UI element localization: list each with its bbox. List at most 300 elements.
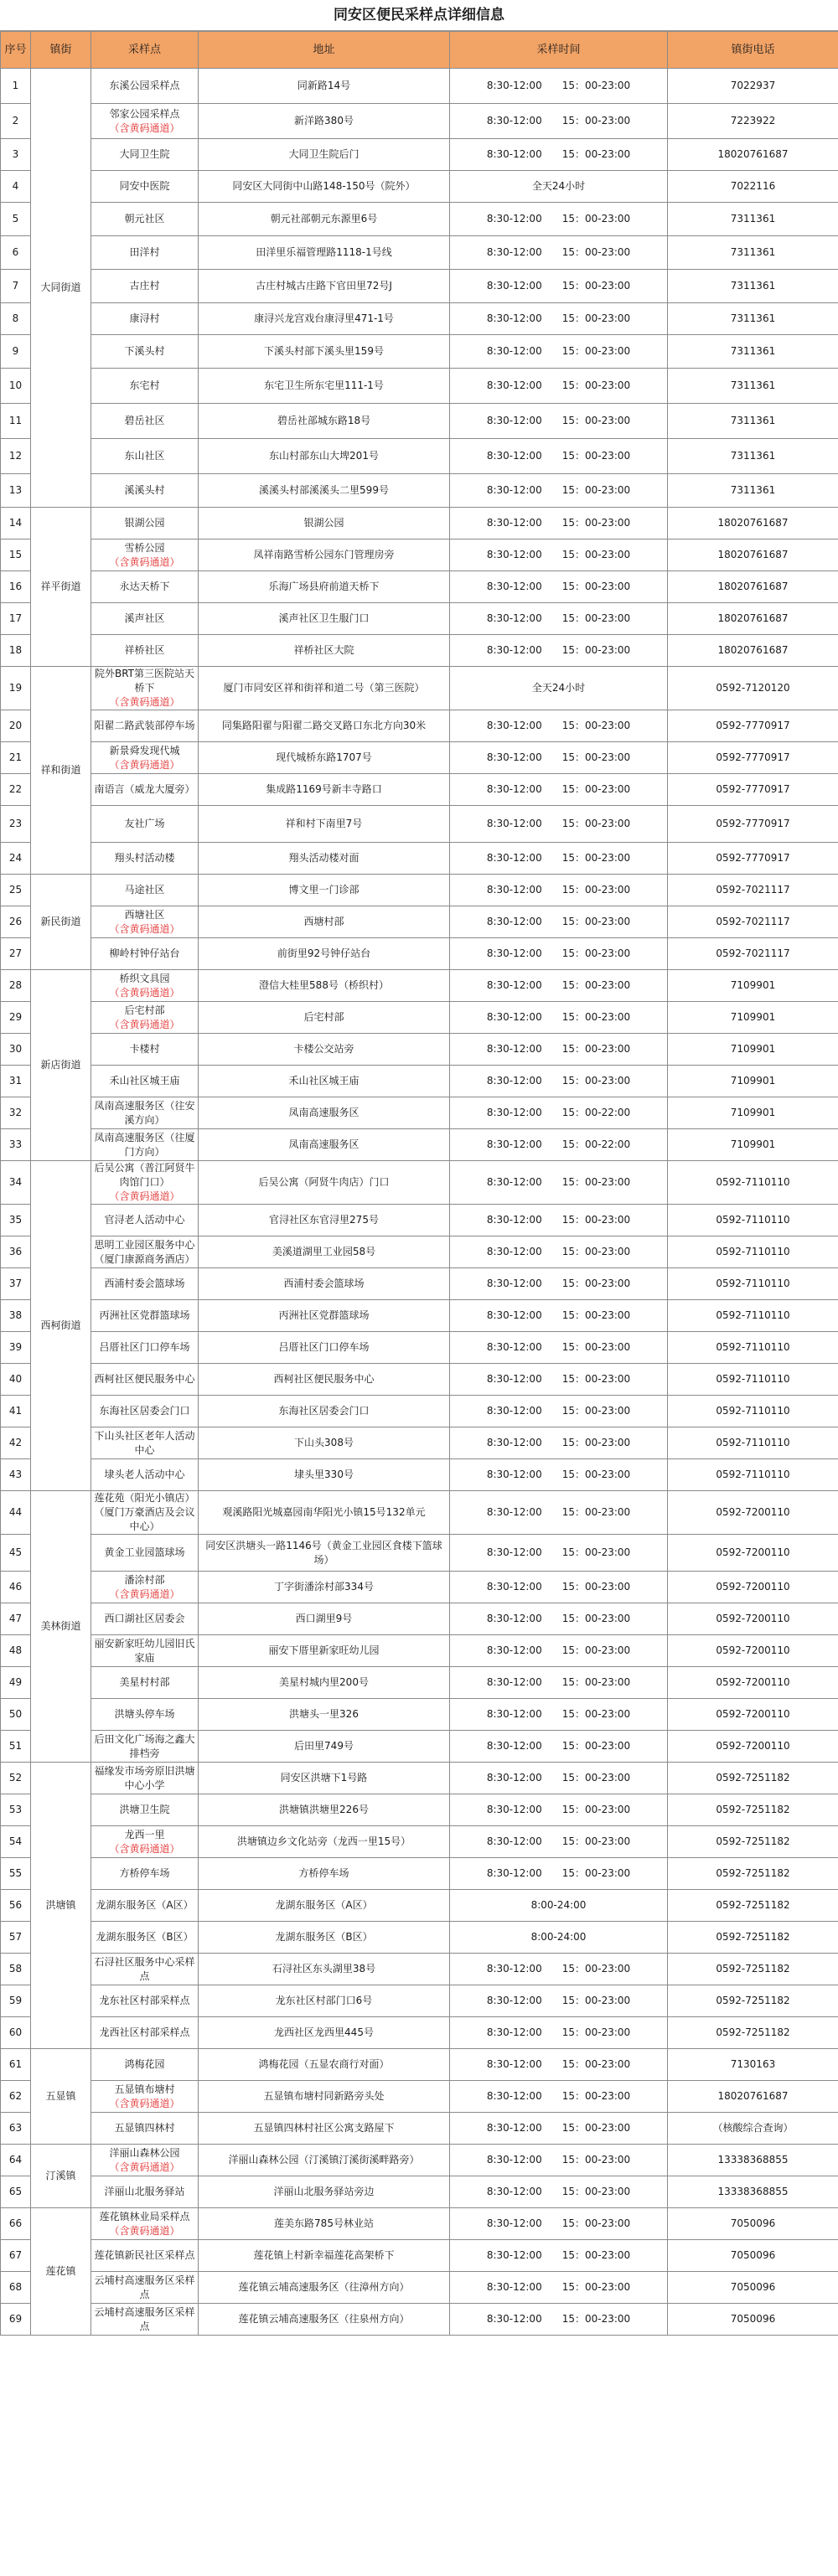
site-address bbox=[199, 742, 450, 774]
sampling-time-text: 8:30-12:00 15：00-23:00 bbox=[486, 1772, 631, 1784]
sampling-time bbox=[450, 1667, 668, 1699]
table-row bbox=[1, 2049, 838, 2081]
sampling-time bbox=[450, 1034, 668, 1066]
site-name-text: 方桥停车场 bbox=[119, 1867, 170, 1879]
site-address-text: 下溪头村部下溪头里159号 bbox=[264, 345, 384, 357]
street-phone-text: 0592-7200110 bbox=[716, 1676, 790, 1688]
street-phone bbox=[668, 508, 838, 539]
street-phone-text: 7311361 bbox=[730, 213, 776, 225]
row-index-text: 46 bbox=[8, 1581, 23, 1593]
sampling-time-text: 8:30-12:00 15：00-23:00 bbox=[486, 2122, 631, 2134]
row-index-text: 69 bbox=[8, 2313, 23, 2325]
site-address bbox=[199, 1890, 450, 1922]
row-index bbox=[1, 938, 31, 970]
sampling-time bbox=[450, 1890, 668, 1922]
site-name-text: 西口湖社区居委会 bbox=[104, 1613, 185, 1624]
row-index-text: 30 bbox=[8, 1043, 23, 1055]
site-address bbox=[199, 1535, 450, 1572]
street-phone-text: 18020761687 bbox=[717, 549, 789, 560]
site-address-text: 洋丽山森林公园（汀溪镇汀溪街溪畔路旁） bbox=[228, 2154, 420, 2166]
site-address-text: 乐海广场县府前道天桥下 bbox=[268, 581, 380, 592]
row-index bbox=[1, 2081, 31, 2113]
sampling-time bbox=[450, 1603, 668, 1635]
site-address-text: 丙洲社区党群篮球场 bbox=[278, 1309, 370, 1321]
site-name bbox=[91, 2145, 199, 2176]
street-phone-text: 0592-7110110 bbox=[716, 1309, 790, 1321]
sampling-time-text: 8:30-12:00 15：00-23:00 bbox=[486, 549, 631, 560]
row-index bbox=[1, 203, 31, 236]
street-phone-text: 7109901 bbox=[730, 1138, 776, 1150]
street-phone bbox=[668, 1635, 838, 1667]
site-name bbox=[91, 1364, 199, 1396]
row-index bbox=[1, 1635, 31, 1667]
row-index bbox=[1, 335, 31, 369]
street-phone bbox=[668, 1034, 838, 1066]
site-name bbox=[91, 2081, 199, 2113]
street-phone-text: 7050096 bbox=[730, 2249, 776, 2261]
site-name-text: 溪溪头村 bbox=[124, 484, 165, 496]
street-phone bbox=[668, 2113, 838, 2145]
yellow-code-note: （含黄码通道） bbox=[109, 922, 180, 935]
street-phone bbox=[668, 2240, 838, 2272]
site-name bbox=[91, 1763, 199, 1794]
site-address-text: 洪塘镇边乡文化站旁（龙西一里15号） bbox=[236, 1835, 411, 1847]
sampling-time bbox=[450, 2145, 668, 2176]
row-index bbox=[1, 774, 31, 806]
site-address-text: 石浔社区东头湖里38号 bbox=[272, 1963, 376, 1975]
yellow-code-note: （含黄码通道） bbox=[109, 555, 180, 568]
street-phone bbox=[668, 539, 838, 571]
site-address bbox=[199, 1699, 450, 1731]
site-name bbox=[91, 1129, 199, 1161]
row-index bbox=[1, 1332, 31, 1364]
table-row bbox=[1, 2272, 838, 2304]
sampling-time-text: 8:30-12:00 15：00-23:00 bbox=[486, 2058, 631, 2070]
row-index-text: 19 bbox=[8, 682, 23, 694]
row-index-text: 32 bbox=[8, 1107, 23, 1118]
table-row bbox=[1, 1763, 838, 1794]
site-name-text: 东山社区 bbox=[124, 450, 165, 462]
site-address-text: 凤南高速服务区 bbox=[288, 1107, 360, 1118]
row-index-text: 25 bbox=[8, 884, 23, 896]
site-name-text: 后宅村部 bbox=[124, 1004, 165, 1016]
site-address-text: 凤祥南路雪桥公园东门管理房旁 bbox=[253, 549, 395, 560]
table-row bbox=[1, 1396, 838, 1427]
row-index bbox=[1, 906, 31, 938]
site-name bbox=[91, 806, 199, 843]
table-row bbox=[1, 1066, 838, 1097]
street-phone bbox=[668, 1205, 838, 1236]
row-index bbox=[1, 806, 31, 843]
site-name bbox=[91, 1794, 199, 1826]
sampling-time-text: 8:30-12:00 15：00-23:00 bbox=[486, 1309, 631, 1321]
street-phone bbox=[668, 236, 838, 270]
site-name-text: 吕厝社区门口停车场 bbox=[99, 1341, 190, 1353]
site-name-text: 五显镇布塘村 bbox=[114, 2083, 175, 2095]
street-phone bbox=[668, 1097, 838, 1129]
row-index bbox=[1, 1826, 31, 1858]
table-row bbox=[1, 1459, 838, 1491]
street-phone bbox=[668, 1985, 838, 2017]
header-street: 镇街 bbox=[31, 32, 91, 69]
site-name-text: 古庄村 bbox=[129, 280, 160, 292]
table-row bbox=[1, 774, 838, 806]
table-row bbox=[1, 439, 838, 474]
site-name-text: 后田文化广场海之鑫大排档旁 bbox=[94, 1732, 195, 1759]
street-phone bbox=[668, 404, 838, 439]
table-header-row bbox=[1, 32, 838, 69]
street-phone bbox=[668, 1396, 838, 1427]
site-name bbox=[91, 539, 199, 571]
sampling-time bbox=[450, 2017, 668, 2049]
row-index-text: 49 bbox=[8, 1676, 23, 1688]
site-address bbox=[199, 439, 450, 474]
site-address bbox=[199, 1002, 450, 1034]
site-address-text: 鸿梅花园（五显农商行对面） bbox=[258, 2058, 390, 2070]
row-index-text: 53 bbox=[8, 1804, 23, 1815]
site-name-text: 东宅村 bbox=[129, 379, 160, 391]
sampling-time-text: 8:30-12:00 15：00-23:00 bbox=[486, 916, 631, 927]
site-address-text: 东海社区居委会门口 bbox=[278, 1405, 370, 1417]
row-index bbox=[1, 369, 31, 404]
site-address bbox=[199, 970, 450, 1002]
sampling-time-text: 8:30-12:00 15：00-23:00 bbox=[486, 1708, 631, 1720]
table-row bbox=[1, 1731, 838, 1763]
row-index-text: 7 bbox=[12, 280, 19, 292]
site-name-text: 鸿梅花园 bbox=[124, 2058, 165, 2070]
table-row bbox=[1, 1699, 838, 1731]
site-address-text: 莲花镇云埔高速服务区（往泉州方向） bbox=[238, 2313, 410, 2325]
row-index bbox=[1, 1034, 31, 1066]
sampling-time-text: 8:30-12:00 15：00-22:00 bbox=[486, 1107, 631, 1118]
site-name bbox=[91, 1332, 199, 1364]
sampling-time-text: 全天24小时 bbox=[531, 682, 586, 694]
row-index bbox=[1, 2017, 31, 2049]
sampling-time-text: 8:30-12:00 15：00-23:00 bbox=[486, 312, 631, 324]
site-name-text: 埭头老人活动中心 bbox=[104, 1469, 185, 1480]
row-index bbox=[1, 104, 31, 139]
sampling-time-text: 8:30-12:00 15：00-23:00 bbox=[486, 1011, 631, 1023]
street-phone bbox=[668, 571, 838, 603]
sampling-time-text: 8:30-12:00 15：00-23:00 bbox=[486, 115, 631, 126]
row-index bbox=[1, 404, 31, 439]
site-address bbox=[199, 938, 450, 970]
site-address bbox=[199, 1236, 450, 1268]
site-address bbox=[199, 2049, 450, 2081]
street-phone-text: 7022937 bbox=[730, 80, 776, 91]
sampling-time bbox=[450, 236, 668, 270]
street-phone bbox=[668, 2304, 838, 2336]
yellow-code-note: （含黄码通道） bbox=[109, 1018, 180, 1030]
row-index-text: 57 bbox=[8, 1931, 23, 1943]
row-index-text: 18 bbox=[8, 644, 23, 656]
site-address-text: 澄信大桂里588号（桥织村） bbox=[259, 979, 389, 991]
street-phone bbox=[668, 1954, 838, 1985]
sampling-time-text: 全天24小时 bbox=[531, 180, 586, 192]
row-index-text: 60 bbox=[8, 2026, 23, 2038]
sampling-time-text: 8:30-12:00 15：00-23:00 bbox=[486, 644, 631, 656]
table-row bbox=[1, 1635, 838, 1667]
site-name-text: 莲花镇新民社区采样点 bbox=[94, 2249, 195, 2261]
sampling-time-text: 8:30-12:00 15：00-23:00 bbox=[486, 1995, 631, 2006]
row-index bbox=[1, 710, 31, 742]
site-name bbox=[91, 1097, 199, 1129]
street-phone bbox=[668, 1535, 838, 1572]
site-name-text: 云埔村高速服务区采样点 bbox=[94, 2305, 195, 2332]
site-name-text: 碧岳社区 bbox=[124, 415, 165, 426]
table-row bbox=[1, 69, 838, 104]
site-address bbox=[199, 1603, 450, 1635]
table-row bbox=[1, 1890, 838, 1922]
table-row bbox=[1, 1129, 838, 1161]
row-index-text: 58 bbox=[8, 1963, 23, 1975]
sampling-time bbox=[450, 69, 668, 104]
row-index-text: 39 bbox=[8, 1341, 23, 1353]
row-index-text: 35 bbox=[8, 1214, 23, 1226]
site-address-text: 后吴公寓（阿贤牛肉店）门口 bbox=[258, 1176, 390, 1188]
street-phone-text: 18020761687 bbox=[717, 517, 789, 529]
yellow-code-note: （含黄码通道） bbox=[109, 2097, 180, 2109]
site-address-text: 莲美东路785号林业站 bbox=[274, 2217, 374, 2229]
table-row bbox=[1, 1002, 838, 1034]
sampling-time bbox=[450, 1731, 668, 1763]
street-phone bbox=[668, 1364, 838, 1396]
sampling-time-text: 8:30-12:00 15：00-23:00 bbox=[486, 517, 631, 529]
sampling-time bbox=[450, 474, 668, 508]
street-phone-text: 0592-7110110 bbox=[716, 1437, 790, 1448]
sampling-time-text: 8:30-12:00 15：00-23:00 bbox=[486, 783, 631, 795]
sampling-time bbox=[450, 1300, 668, 1332]
table-row bbox=[1, 1300, 838, 1332]
sampling-time-text: 8:30-12:00 15：00-23:00 bbox=[486, 1405, 631, 1417]
site-name bbox=[91, 1034, 199, 1066]
table-row bbox=[1, 906, 838, 938]
sampling-time-text: 8:30-12:00 15：00-23:00 bbox=[486, 1437, 631, 1448]
row-index bbox=[1, 539, 31, 571]
street-phone bbox=[668, 875, 838, 906]
sampling-time-text: 8:30-12:00 15：00-23:00 bbox=[486, 1373, 631, 1385]
street-phone bbox=[668, 474, 838, 508]
street-phone bbox=[668, 1603, 838, 1635]
row-index-text: 64 bbox=[8, 2154, 23, 2166]
site-address-text: 观溪路阳光城嘉园南华阳光小镇15号132单元 bbox=[222, 1506, 426, 1518]
site-address-text: 碧岳社部城东路18号 bbox=[277, 415, 371, 426]
site-name bbox=[91, 508, 199, 539]
row-index bbox=[1, 1459, 31, 1491]
street-phone-text: 0592-7200110 bbox=[716, 1506, 790, 1518]
site-address bbox=[199, 875, 450, 906]
row-index-text: 40 bbox=[8, 1373, 23, 1385]
row-index-text: 55 bbox=[8, 1867, 23, 1879]
sampling-time bbox=[450, 539, 668, 571]
row-index bbox=[1, 1002, 31, 1034]
street-phone bbox=[668, 335, 838, 369]
table-row bbox=[1, 1034, 838, 1066]
site-name-text: 大同卫生院 bbox=[119, 148, 170, 160]
sampling-time bbox=[450, 171, 668, 203]
row-index bbox=[1, 139, 31, 171]
site-name-text: 新景舜发现代城 bbox=[109, 744, 180, 756]
header-site: 采样点 bbox=[91, 32, 199, 69]
street-phone bbox=[668, 1491, 838, 1535]
site-name bbox=[91, 1954, 199, 1985]
sampling-time bbox=[450, 1858, 668, 1890]
row-index bbox=[1, 2208, 31, 2240]
sampling-time-text: 8:30-12:00 15：00-23:00 bbox=[486, 1341, 631, 1353]
table-row bbox=[1, 139, 838, 171]
table-row bbox=[1, 404, 838, 439]
row-index-text: 5 bbox=[12, 213, 19, 225]
table-row bbox=[1, 1985, 838, 2017]
site-address-text: 东宅卫生所东宅里111-1号 bbox=[264, 379, 384, 391]
site-address bbox=[199, 203, 450, 236]
row-index bbox=[1, 270, 31, 303]
site-address bbox=[199, 1097, 450, 1129]
sampling-time bbox=[450, 1066, 668, 1097]
table-row bbox=[1, 2017, 838, 2049]
site-address-text: 五显镇四林村社区公寓支路屋下 bbox=[253, 2122, 395, 2134]
site-name-text: 永达天桥下 bbox=[119, 581, 170, 592]
site-address bbox=[199, 571, 450, 603]
site-address bbox=[199, 1205, 450, 1236]
site-address bbox=[199, 1985, 450, 2017]
site-address-text: 大同卫生院后门 bbox=[288, 148, 360, 160]
sampling-time bbox=[450, 1635, 668, 1667]
site-address-text: 洋丽山北服务驿站旁边 bbox=[273, 2186, 375, 2197]
site-address bbox=[199, 1794, 450, 1826]
table-row bbox=[1, 2145, 838, 2176]
sampling-time-text: 8:30-12:00 15：00-23:00 bbox=[486, 1963, 631, 1975]
table-row bbox=[1, 843, 838, 875]
site-name bbox=[91, 1205, 199, 1236]
street-phone bbox=[668, 1572, 838, 1603]
sampling-time-text: 8:30-12:00 15：00-23:00 bbox=[486, 1835, 631, 1847]
row-index-text: 28 bbox=[8, 979, 23, 991]
street-phone bbox=[668, 1427, 838, 1459]
row-index-text: 59 bbox=[8, 1995, 23, 2006]
street-datong: 大同街道 bbox=[31, 69, 91, 508]
row-index bbox=[1, 439, 31, 474]
street-phone bbox=[668, 1002, 838, 1034]
street-lianhua: 莲花镇 bbox=[31, 2208, 91, 2336]
row-index bbox=[1, 1066, 31, 1097]
site-address bbox=[199, 2208, 450, 2240]
site-name bbox=[91, 139, 199, 171]
site-name bbox=[91, 1268, 199, 1300]
site-address-text: 龙西社区龙西里445号 bbox=[274, 2026, 374, 2038]
site-address-text: 田洋里乐福管理路1118-1号线 bbox=[256, 246, 392, 258]
site-name bbox=[91, 404, 199, 439]
site-address-text: 同新路14号 bbox=[297, 80, 351, 91]
table-row bbox=[1, 938, 838, 970]
yellow-code-note: （含黄码通道） bbox=[109, 2224, 180, 2237]
sampling-time-text: 8:30-12:00 15：00-23:00 bbox=[486, 947, 631, 959]
street-phone bbox=[668, 603, 838, 635]
yellow-code-note: （含黄码通道） bbox=[109, 696, 180, 708]
site-address-text: 凤南高速服务区 bbox=[288, 1138, 360, 1150]
sampling-time bbox=[450, 2049, 668, 2081]
site-name-text: 祥桥社区 bbox=[124, 644, 165, 656]
row-index-text: 45 bbox=[8, 1546, 23, 1558]
street-phone-text: 7311361 bbox=[730, 246, 776, 258]
site-address bbox=[199, 1731, 450, 1763]
site-name-text: 后吴公寓（普江阿贤牛肉馆门口） bbox=[94, 1162, 195, 1188]
street-phone-text: 0592-7110110 bbox=[716, 1246, 790, 1257]
site-name bbox=[91, 571, 199, 603]
street-phone-text: 0592-7110110 bbox=[716, 1341, 790, 1353]
row-index-text: 20 bbox=[8, 720, 23, 731]
site-name bbox=[91, 774, 199, 806]
row-index bbox=[1, 1858, 31, 1890]
site-address-text: 康浔兴龙宫戏台康浔里471-1号 bbox=[254, 312, 394, 324]
row-index-text: 48 bbox=[8, 1644, 23, 1656]
street-xiping: 祥平街道 bbox=[31, 508, 91, 667]
site-name bbox=[91, 1459, 199, 1491]
site-address bbox=[199, 2113, 450, 2145]
sampling-time bbox=[450, 203, 668, 236]
sampling-time bbox=[450, 1002, 668, 1034]
site-address bbox=[199, 603, 450, 635]
row-index bbox=[1, 1364, 31, 1396]
sampling-time bbox=[450, 303, 668, 335]
street-phone-text: 0592-7110110 bbox=[716, 1373, 790, 1385]
site-name bbox=[91, 635, 199, 667]
site-address-text: 博文里一门诊部 bbox=[288, 884, 360, 896]
site-name bbox=[91, 667, 199, 710]
site-name bbox=[91, 1572, 199, 1603]
table-row bbox=[1, 369, 838, 404]
sampling-time-text: 8:30-12:00 15：00-23:00 bbox=[486, 280, 631, 292]
row-index-text: 3 bbox=[12, 148, 19, 160]
street-phone bbox=[668, 1459, 838, 1491]
site-address-text: 前街里92号钟仔站台 bbox=[277, 947, 371, 959]
row-index bbox=[1, 1268, 31, 1300]
site-address-text: 吕厝社区门口停车场 bbox=[278, 1341, 370, 1353]
row-index-text: 36 bbox=[8, 1246, 23, 1257]
table-row bbox=[1, 2208, 838, 2240]
row-index-text: 68 bbox=[8, 2281, 23, 2293]
street-phone-text: 7130163 bbox=[730, 2058, 776, 2070]
site-address-text: 丁字街潘涂村部334号 bbox=[274, 1581, 374, 1593]
site-address bbox=[199, 369, 450, 404]
sampling-time bbox=[450, 1922, 668, 1954]
site-name-text: 东溪公园采样点 bbox=[109, 80, 180, 91]
site-address bbox=[199, 1034, 450, 1066]
street-phone bbox=[668, 104, 838, 139]
street-phone bbox=[668, 139, 838, 171]
sampling-time bbox=[450, 1427, 668, 1459]
site-address bbox=[199, 1635, 450, 1667]
row-index-text: 41 bbox=[8, 1405, 23, 1417]
sampling-time bbox=[450, 938, 668, 970]
site-address-text: 厦门市同安区祥和街祥和道二号（第三医院） bbox=[223, 682, 425, 694]
row-index-text: 31 bbox=[8, 1075, 23, 1087]
table-row bbox=[1, 2240, 838, 2272]
row-index-text: 51 bbox=[8, 1740, 23, 1752]
row-index bbox=[1, 2176, 31, 2208]
site-name-text: 田洋村 bbox=[129, 246, 160, 258]
street-xike: 西柯街道 bbox=[31, 1161, 91, 1491]
street-phone bbox=[668, 2081, 838, 2113]
row-index-text: 61 bbox=[8, 2058, 23, 2070]
site-name bbox=[91, 710, 199, 742]
street-phone-text: 0592-7251182 bbox=[716, 2026, 790, 2038]
sampling-time bbox=[450, 2304, 668, 2336]
table-row bbox=[1, 875, 838, 906]
table-row bbox=[1, 508, 838, 539]
sampling-time bbox=[450, 774, 668, 806]
row-index-text: 44 bbox=[8, 1506, 23, 1518]
